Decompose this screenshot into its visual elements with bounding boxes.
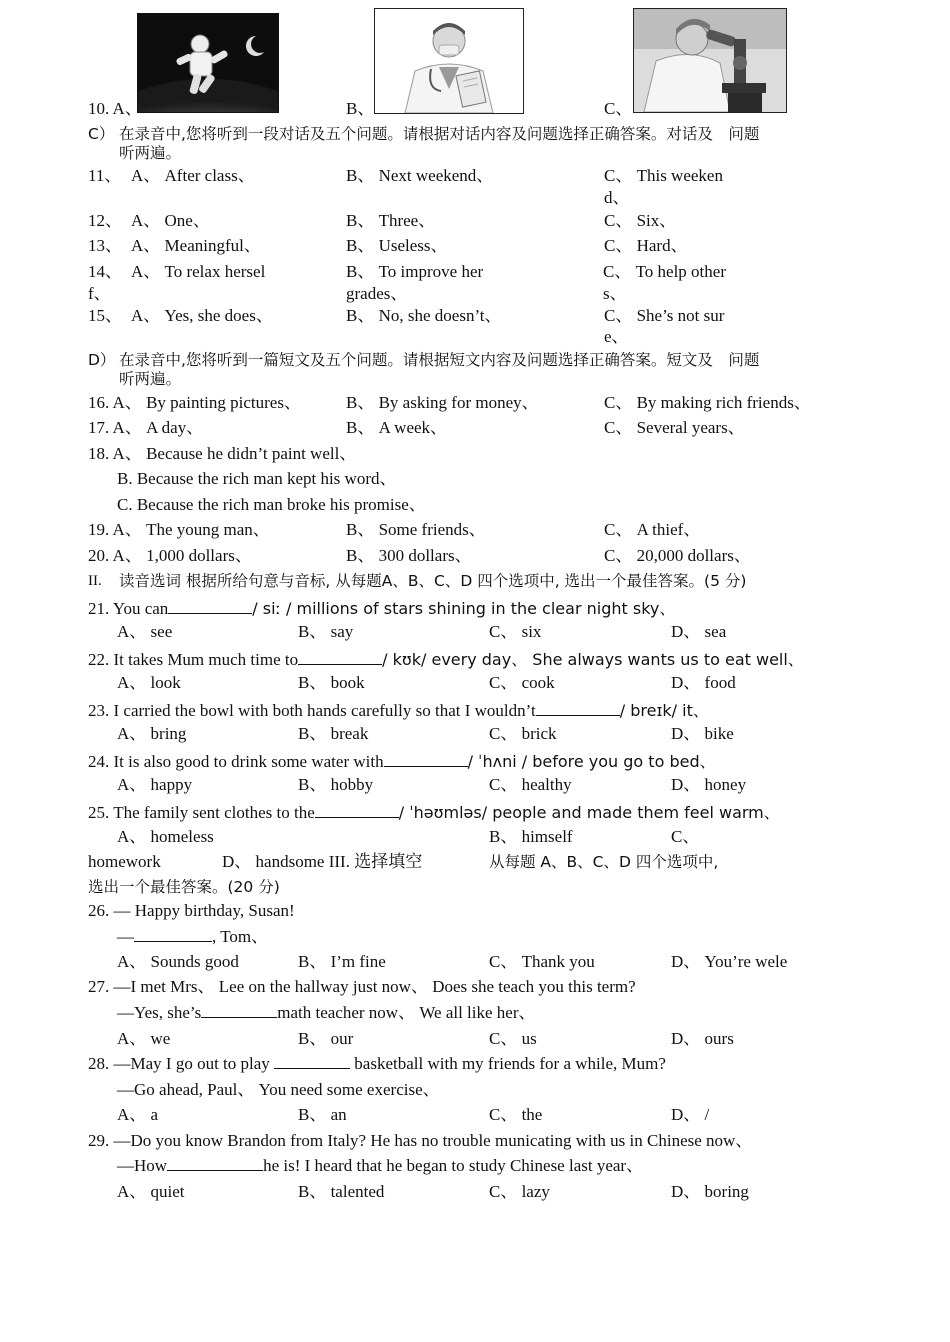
doctor-picture — [374, 8, 524, 114]
q25-stem — [88, 803, 780, 823]
q27-line-2-end: math teacher now、 We all like her、 — [277, 1003, 536, 1022]
scientist-microscope-picture — [633, 8, 787, 113]
q24-option-b: B、 hobby — [298, 775, 374, 794]
q22-phonetic: / kʊk/ every day、 She always wants us to eat well、 — [382, 650, 804, 669]
q26-option-c: C、 Thank you — [489, 952, 595, 971]
astronaut-picture — [137, 13, 279, 113]
q27-blank[interactable] — [201, 1003, 277, 1018]
q29-option-d: D、 boring — [671, 1182, 749, 1201]
q14-option-a: A、 To relax hersel — [131, 262, 266, 281]
q23-option-d: D、 bike — [671, 724, 734, 743]
q22-stem — [88, 650, 804, 670]
q25-stem-text: 25. The family sent clothes to the — [88, 803, 315, 822]
section-d-instruction-cont: 听两遍。 — [119, 370, 182, 388]
q11-option-c-wrap: d、 — [604, 188, 630, 207]
q19-option-c: C、 A thief、 — [604, 520, 701, 539]
q16-option-b: B、 By asking for money、 — [346, 393, 539, 412]
q16-option-c: C、 By making rich friends、 — [604, 393, 811, 412]
q24-stem-text: 24. It is also good to drink some water with — [88, 752, 384, 771]
q18-option-a: 18. A、 Because he didn’t paint well、 — [88, 444, 357, 463]
q18-option-b: B. Because the rich man kept his word、 — [117, 469, 397, 488]
q17-option-c: C、 Several years、 — [604, 418, 745, 437]
q23-option-b: B、 break — [298, 724, 369, 743]
q26-line-2 — [117, 927, 268, 947]
q23-stem-text: 23. I carried the bowl with both hands carefully so that I wouldn’t — [88, 701, 536, 720]
q15-number: 15、 — [88, 306, 122, 325]
q21-option-d: D、 sea — [671, 622, 727, 641]
q14-option-c: C、 To help other — [603, 262, 726, 281]
q15-option-c-wrap: e、 — [604, 327, 629, 346]
q29-blank[interactable] — [167, 1156, 263, 1171]
q28-blank[interactable] — [274, 1054, 350, 1069]
q20-option-b: B、 300 dollars、 — [346, 546, 472, 565]
q14-option-c-wrap: s、 — [603, 284, 627, 303]
q29-line-2-start: —How — [117, 1156, 168, 1175]
q25-phonetic: / ˈhəʊmləs/ people and made them feel warm、 — [398, 803, 780, 822]
q28-line-2: —Go ahead, Paul、 You need some exercise、 — [117, 1080, 440, 1099]
q11-option-c: C、 This weeken — [604, 166, 723, 185]
q25-option-c: C、 — [671, 827, 700, 846]
q21-blank[interactable] — [168, 599, 252, 614]
q25-option-d: D、 handsome III. 选择填空 — [222, 852, 423, 871]
q25-option-b: B、 himself — [489, 827, 573, 846]
q12-number: 12、 — [88, 211, 122, 230]
q25-option-c-text: homework — [88, 852, 161, 871]
section-c-label: C） — [88, 125, 115, 143]
q21-stem-text: 21. You can — [88, 599, 169, 618]
q24-option-a: A、 happy — [117, 775, 193, 794]
q18-option-c: C. Because the rich man broke his promise、 — [117, 495, 426, 514]
q20-option-a: 20. A、 1,000 dollars、 — [88, 546, 252, 565]
q27-line-1: 27. —I met Mrs、 Lee on the hallway just now、 Does she teach you this term? — [88, 977, 636, 996]
q29-line-2 — [117, 1156, 643, 1176]
q24-option-d: D、 honey — [671, 775, 747, 794]
q11-number: 11、 — [88, 166, 122, 185]
q11-option-a: A、 After class、 — [131, 166, 255, 185]
q23-option-c: C、 brick — [489, 724, 557, 743]
q17-option-a: 17. A、 A day、 — [88, 418, 204, 437]
q20-option-c: C、 20,000 dollars、 — [604, 546, 751, 565]
q24-phonetic: / ˈhʌni / before you go to bed、 — [467, 752, 716, 771]
q26-dash: — — [117, 927, 134, 946]
q14-number: 14、 — [88, 262, 122, 281]
q10-option-a: 10. A、 — [88, 99, 142, 118]
section-c-instruction: 在录音中,您将听到一段对话及五个问题。请根据对话内容及问题选择正确答案。对话及 问题 — [119, 125, 760, 143]
q22-option-c: C、 cook — [489, 673, 555, 692]
q10-option-b: B、 — [346, 99, 375, 118]
q21-phonetic: / siː / millions of stars shining in the clear night sky、 — [252, 599, 676, 618]
q21-option-c: C、 six — [489, 622, 542, 641]
q12-option-c: C、 Six、 — [604, 211, 677, 230]
q21-option-b: B、 say — [298, 622, 354, 641]
q22-option-d: D、 food — [671, 673, 736, 692]
section-ii-number: II. — [88, 573, 102, 589]
q15-option-c: C、 She’s not sur — [604, 306, 725, 325]
q27-option-d: D、 ours — [671, 1029, 734, 1048]
section-iii-instruction: 从每题 A、B、C、D 四个选项中, — [489, 853, 719, 871]
section-ii-instruction: 读音选词 根据所给句意与音标, 从每题A、B、C、D 四个选项中, 选出一个最佳答案。(5 分) — [119, 572, 747, 590]
q23-option-a: A、 bring — [117, 724, 187, 743]
q13-option-b: B、 Useless、 — [346, 236, 448, 255]
q24-stem — [88, 752, 716, 772]
q27-line-2-start: —Yes, she’s — [117, 1003, 202, 1022]
q29-option-a: A、 quiet — [117, 1182, 185, 1201]
section-d-instruction: 在录音中,您将听到一篇短文及五个问题。请根据短文内容及问题选择正确答案。短文及 问题 — [119, 351, 760, 369]
q26-line-2-text: , Tom、 — [212, 927, 269, 946]
q27-option-a: A、 we — [117, 1029, 171, 1048]
q25-blank[interactable] — [315, 803, 399, 818]
q22-option-a: A、 look — [117, 673, 181, 692]
q13-option-a: A、 Meaningful、 — [131, 236, 261, 255]
q27-option-c: C、 us — [489, 1029, 537, 1048]
q15-option-b: B、 No, she doesn’t、 — [346, 306, 502, 325]
q22-blank[interactable] — [298, 650, 382, 665]
q28-option-d: D、 / — [671, 1105, 710, 1124]
q22-stem-text: 22. It takes Mum much time to — [88, 650, 299, 669]
q26-line-1: 26. — Happy birthday, Susan! — [88, 901, 295, 920]
q11-option-b: B、 Next weekend、 — [346, 166, 494, 185]
q14-option-b: B、 To improve her — [346, 262, 484, 281]
q25-option-a: A、 homeless — [117, 827, 214, 846]
q24-blank[interactable] — [384, 752, 468, 767]
q28-option-c: C、 the — [489, 1105, 543, 1124]
q14-option-a-wrap: f、 — [88, 284, 111, 303]
q26-option-d: D、 You’re wele — [671, 952, 788, 971]
q12-option-b: B、 Three、 — [346, 211, 436, 230]
q24-option-c: C、 healthy — [489, 775, 572, 794]
q29-option-b: B、 talented — [298, 1182, 385, 1201]
section-iii-instruction-cont: 选出一个最佳答案。(20 分) — [88, 878, 280, 896]
q19-option-b: B、 Some friends、 — [346, 520, 486, 539]
q19-option-a: 19. A、 The young man、 — [88, 520, 270, 539]
q26-blank[interactable] — [134, 927, 212, 942]
q28-option-b: B、 an — [298, 1105, 347, 1124]
q26-option-a: A、 Sounds good — [117, 952, 239, 971]
q28-line-1 — [88, 1054, 666, 1074]
q21-stem — [88, 599, 675, 619]
q12-option-a: A、 One、 — [131, 211, 210, 230]
q28-line-1-end: basketball with my friends for a while, Mum? — [354, 1054, 666, 1073]
q13-option-c: C、 Hard、 — [604, 236, 688, 255]
section-c-instruction-cont: 听两遍。 — [119, 144, 182, 162]
q22-option-b: B、 book — [298, 673, 365, 692]
q27-option-b: B、 our — [298, 1029, 354, 1048]
q15-option-a: A、 Yes, she does、 — [131, 306, 273, 325]
section-d-label: D） — [88, 351, 116, 369]
q28-option-a: A、 a — [117, 1105, 159, 1124]
q10-option-c: C、 — [604, 99, 633, 118]
q13-number: 13、 — [88, 236, 122, 255]
q26-option-b: B、 I’m fine — [298, 952, 386, 971]
q23-phonetic: / breɪk/ it、 — [619, 701, 709, 720]
q14-option-b-wrap: grades、 — [346, 284, 408, 303]
q29-line-2-end: he is! I heard that he began to study Chinese last year、 — [263, 1156, 644, 1175]
q21-option-a: A、 see — [117, 622, 173, 641]
q23-blank[interactable] — [536, 701, 620, 716]
q23-stem — [88, 701, 709, 721]
q17-option-b: B、 A week、 — [346, 418, 448, 437]
q28-line-1-start: 28. —May I go out to play — [88, 1054, 270, 1073]
q29-line-1: 29. —Do you know Brandon from Italy? He has no trouble municating with us in Chinese now、 — [88, 1131, 753, 1150]
q29-option-c: C、 lazy — [489, 1182, 550, 1201]
q27-line-2 — [117, 1003, 536, 1023]
q16-option-a: 16. A、 By painting pictures、 — [88, 393, 301, 412]
